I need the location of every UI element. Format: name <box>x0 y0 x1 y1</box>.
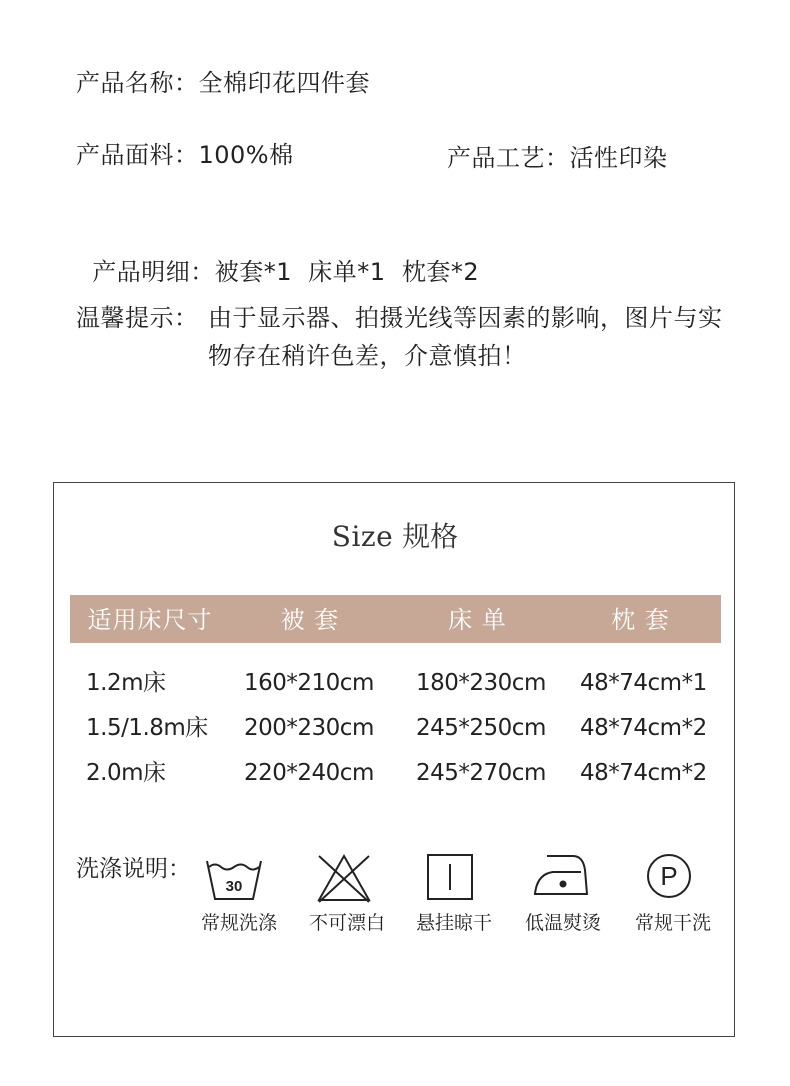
product-fabric-value: 100%棉 <box>198 141 294 169</box>
care-caption: 常规洗涤 <box>200 912 277 934</box>
cell-duvet: 220*240cm <box>244 760 374 786</box>
product-name-line <box>76 65 370 101</box>
product-detail-line <box>76 218 479 290</box>
note-value: 由于显示器、拍摄光线等因素的影响，图片与实物存在稍许色差，介意慎拍！ <box>208 304 723 370</box>
cell-pillowcase: 48*74cm*2 <box>580 760 707 786</box>
care-caption: 悬挂晾干 <box>415 912 492 934</box>
iron-low-icon <box>533 852 589 898</box>
header-bed-size: 适用床尺寸 <box>87 606 213 634</box>
size-title <box>0 517 790 557</box>
product-craft-label: 产品工艺： <box>447 144 570 172</box>
product-craft-value: 活性印染 <box>569 144 668 172</box>
product-detail-label: 产品明细： <box>92 258 215 286</box>
size-title-cn: 规格 <box>402 520 459 553</box>
header-pillowcase: 枕 套 <box>611 606 670 634</box>
header-duvet: 被 套 <box>280 606 340 634</box>
product-craft-line <box>447 140 668 176</box>
care-caption: 常规干洗 <box>634 912 711 934</box>
dry-clean-p-icon <box>645 852 693 900</box>
cell-pillowcase: 48*74cm*1 <box>580 670 707 696</box>
care-label: 洗涤说明： <box>76 856 191 882</box>
cell-sheet: 180*230cm <box>416 670 546 696</box>
cell-duvet: 160*210cm <box>244 670 374 696</box>
cell-sheet: 245*250cm <box>416 715 546 741</box>
product-name-label: 产品名称： <box>76 69 199 97</box>
product-fabric-line <box>76 137 294 173</box>
cell-bed-size: 2.0m床 <box>86 760 166 786</box>
cell-sheet: 245*270cm <box>416 760 546 786</box>
cell-bed-size: 1.5/1.8m床 <box>86 715 208 741</box>
size-table-header <box>70 595 721 643</box>
product-detail-value: 被套*1 床单*1 枕套*2 <box>214 258 480 286</box>
care-caption: 不可漂白 <box>308 912 385 934</box>
care-caption: 低温熨烫 <box>524 912 601 934</box>
dry-clean-letter: P <box>660 861 678 891</box>
no-bleach-icon <box>315 852 373 904</box>
wash-30-icon <box>205 855 263 903</box>
note-label: 温馨提示： <box>76 304 199 332</box>
header-sheet: 床 单 <box>448 606 507 634</box>
cell-bed-size: 1.2m床 <box>86 670 166 696</box>
note-line <box>76 299 199 337</box>
cell-duvet: 200*230cm <box>244 715 374 741</box>
cell-pillowcase: 48*74cm*2 <box>580 715 707 741</box>
product-fabric-label: 产品面料： <box>76 141 199 169</box>
size-title-latin: Size <box>331 520 394 553</box>
hang-dry-icon <box>425 852 475 902</box>
wash-temp-text: 30 <box>225 878 243 895</box>
product-name-value: 全棉印花四件套 <box>198 69 370 97</box>
